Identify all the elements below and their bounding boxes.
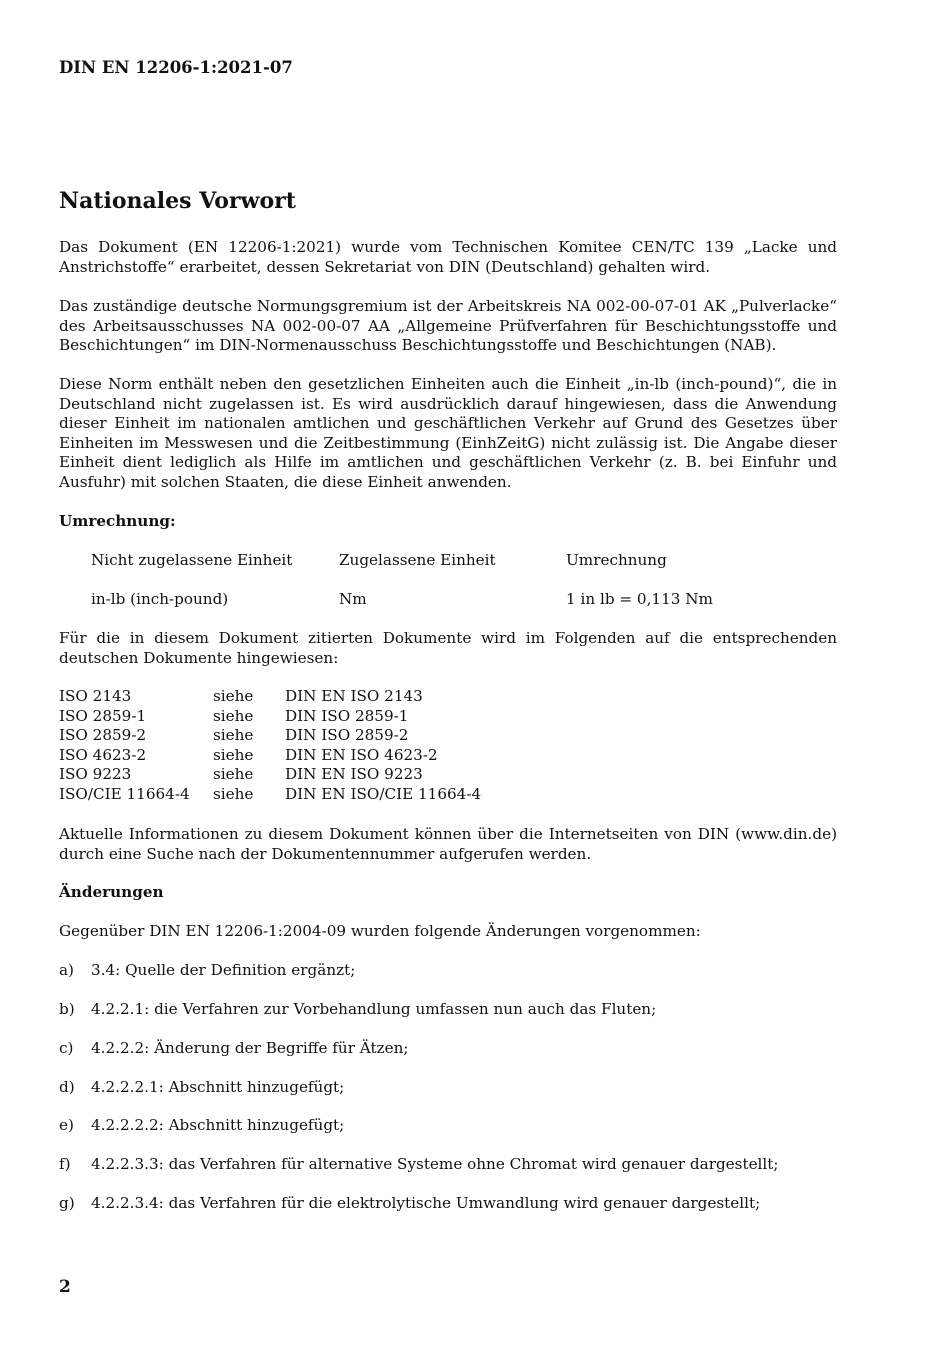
reference-din: DIN EN ISO/CIE 11664-4 [285,784,482,803]
paragraph-standards-body: Das zuständige deutsche Normungsgremium ist der Arbeitskreis NA 002-00-07-01 AK „Pulverlacke“ des Arbeitsausschusses NA 002-00-07 AA „Allgemeine Prüfverfahren für Beschichtungsstoffe und Beschichtungen“ im DIN-Normenausschuss Beschichtungsstoffe und Beschichtungen (NAB). [59,297,837,355]
list-item [59,1078,837,1098]
document-id-header: DIN EN 12206-1:2021-07 [59,58,293,77]
reference-see: siehe [213,726,254,745]
reference-iso: ISO 9223 [59,765,132,784]
conversion-data-row [59,590,837,610]
reference-din: DIN EN ISO 2143 [285,687,423,705]
reference-see: siehe [213,706,254,725]
list-item-label: e) [59,1116,74,1134]
list-item-text: 4.2.2.2.2: Abschnitt hinzugefügt; [91,1116,345,1134]
reference-din: DIN EN ISO 9223 [285,765,423,784]
reference-iso: ISO/CIE 11664-4 [59,784,190,803]
list-item-text: 4.2.2.2.1: Abschnitt hinzugefügt; [91,1078,345,1096]
list-item [59,1116,837,1136]
conversion-header-approved: Zugelassene Einheit [339,551,496,569]
conversion-header-conversion: Umrechnung [566,551,667,569]
reference-iso: ISO 2143 [59,687,132,705]
paragraph-online-info: Aktuelle Informationen zu diesem Dokument können über die Internetseiten von DIN (www.din.de) durch eine Suche nach der Dokumentennummer aufgerufen werden. [59,825,837,863]
list-item [59,1155,837,1175]
list-item-text: 4.2.2.3.4: das Verfahren für die elektrolytische Umwandlung wird genauer dargestellt; [91,1194,761,1212]
list-item [59,961,837,981]
page-number: 2 [59,1277,71,1297]
section-title: Nationales Vorwort [59,188,296,214]
list-item-text: 4.2.2.1: die Verfahren zur Vorbehandlung umfassen nun auch das Fluten; [91,1000,657,1018]
reference-din: DIN EN ISO 4623-2 [285,745,438,764]
list-item-label: f) [59,1155,71,1173]
list-item-text: 4.2.2.3.3: das Verfahren für alternative Systeme ohne Chromat wird genauer dargestellt; [91,1155,779,1173]
conversion-formula: 1 in lb = 0,113 Nm [566,590,713,608]
paragraph-changes-intro: Gegenüber DIN EN 12206-1:2004-09 wurden folgende Änderungen vorgenommen: [59,922,701,940]
list-item-label: g) [59,1194,75,1212]
conversion-header-unapproved: Nicht zugelassene Einheit [91,551,293,569]
conversion-approved-unit: Nm [339,590,367,608]
conversion-header-row [59,551,837,571]
list-item-text: 3.4: Quelle der Definition ergänzt; [91,961,356,979]
paragraph-committee: Das Dokument (EN 12206-1:2021) wurde vom Technischen Komitee CEN/TC 139 „Lacke und Anstrichstoffe“ erarbeitet, dessen Sekretariat von DIN (Deutschland) gehalten wird. [59,238,837,276]
conversion-heading: Umrechnung: [59,512,176,530]
list-item-label: d) [59,1078,75,1096]
reference-iso: ISO 4623-2 [59,745,147,764]
reference-see: siehe [213,745,254,764]
list-item-label: c) [59,1039,74,1057]
reference-din: DIN ISO 2859-1 [285,706,409,725]
reference-see: siehe [213,765,254,784]
list-item [59,1000,837,1020]
list-item-label: b) [59,1000,75,1018]
list-item [59,1194,837,1214]
conversion-unapproved-unit: in-lb (inch-pound) [91,590,229,608]
changes-heading: Änderungen [59,883,164,901]
list-item-text: 4.2.2.2: Änderung der Begriffe für Ätzen; [91,1039,409,1057]
reference-see: siehe [213,784,254,803]
reference-iso: ISO 2859-2 [59,726,147,745]
list-item [59,1039,837,1059]
reference-din: DIN ISO 2859-2 [285,726,409,745]
list-item-label: a) [59,961,74,979]
paragraph-units-notice: Diese Norm enthält neben den gesetzlichen Einheiten auch die Einheit „in-lb (inch-pound)“, die in Deutschland nicht zugelassen ist. Es wird ausdrücklich darauf hingewiesen, dass die Anwendung dieser Einheit im nationalen amtlichen und geschäftlichen Verkehr auf Grund des Gesetzes über Einheiten im Messwesen und die Zeitbestimmung (EinhZeitG) nicht zulässig ist. Die Angabe dieser Einheit dient lediglich als Hilfe im amtlichen und geschäftlichen Verkehr (z. B. bei Einfuhr und Ausfuhr) mit solchen Staaten, die diese Einheit anwenden. [59,375,837,491]
reference-iso: ISO 2859-1 [59,706,147,725]
paragraph-references-intro: Für die in diesem Dokument zitierten Dokumente wird im Folgenden auf die entsprechenden deutschen Dokumente hingewiesen: [59,629,837,667]
reference-see: siehe [213,687,254,705]
